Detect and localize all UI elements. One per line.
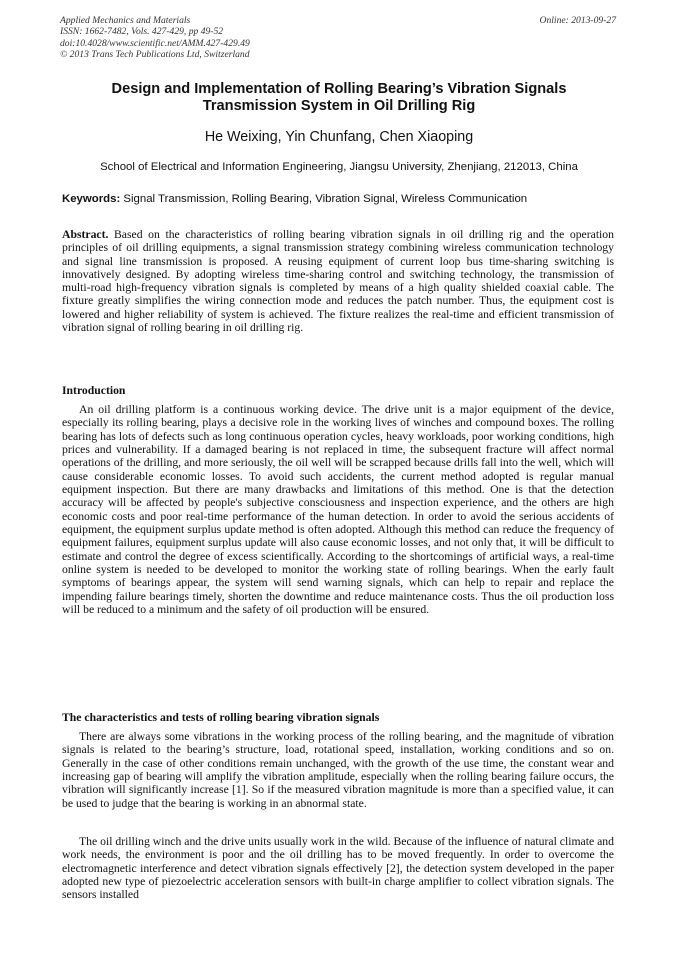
- copyright-line: © 2013 Trans Tech Publications Ltd, Switzerland: [60, 49, 250, 61]
- journal-name: Applied Mechanics and Materials: [60, 15, 191, 26]
- abstract-text: Based on the characteristics of rolling bearing vibration signals in oil drilling rig and the operation principles of oil drilling equipments, a signal transmission strategy combining wireless communication technology and signal line transmission is proposed. A reusing equipment of current loop bus time-sharing switching is innovatively designed. By adopting wireless time-sharing control and switching technology, the transmission of multi-road high-frequency vibration signals is completed by means of a high quality shielded coaxial cable. The fixture greatly simplifies the wiring connection mode and reduces the patch number. Thus, the equipment cost is lowered and higher reliability of system is achieved. The fixture realizes the real-time and efficient transmission of vibration signal of rolling bearing in oil drilling rig.: [62, 228, 614, 334]
- online-date: Online: 2013-09-27: [539, 15, 616, 26]
- title-line-2: Transmission System in Oil Drilling Rig: [202, 98, 476, 114]
- author-list: He Weixing, Yin Chunfang, Chen Xiaoping: [204, 129, 474, 145]
- keywords-line: [62, 193, 618, 205]
- section-heading-characteristics: The characteristics and tests of rolling bearing vibration signals: [62, 711, 380, 724]
- keywords-label: Keywords:: [62, 193, 121, 205]
- characteristics-paragraph-2: The oil drilling winch and the drive units usually work in the wild. Because of the influence of natural climate and work needs, the environment is poor and the oil drilling has to be moved frequently. In order to overcome the electromagnetic interference and detect vibration signals effectively [2], the detection system developed in the paper adopted new type of piezoelectric acceleration sensors with built-in charge amplifier to collect vibration signals. The sensors installed: [62, 835, 614, 902]
- abstract: [62, 228, 614, 334]
- issn-line: ISSN: 1662-7482, Vols. 427-429, pp 49-52: [60, 26, 224, 38]
- paper-title: [60, 81, 618, 115]
- characteristics-paragraph-1: There are always some vibrations in the working process of the rolling bearing, and the magnitude of vibration signals is related to the bearing’s structure, load, rotational speed, installation, working conditions and so on. Generally in the case of other conditions remain unchanged, with the growth of the use time, the constant wear and increasing gap of bearing will amplify the vibration amplitude, especially when the rolling bearing failure occurs, the vibration will significantly increase [1]. So if the measured vibration magnitude is more than a specified value, it can be used to judge that the bearing is working in an abnormal state.: [62, 730, 614, 810]
- doi-line: doi:10.4028/www.scientific.net/AMM.427-429.49: [60, 37, 250, 49]
- abstract-label: Abstract.: [62, 228, 109, 241]
- title-line-1: Design and Implementation of Rolling Bearing’s Vibration Signals: [111, 81, 567, 97]
- publication-header: [60, 15, 616, 61]
- section-heading-introduction: Introduction: [62, 384, 126, 397]
- introduction-paragraph: An oil drilling platform is a continuous working device. The drive unit is a major equipment of the device, especially its rolling bearing, plays a decisive role in the working lives of winches and compound boxes. The rolling bearing has lots of defects such as long continuous operation cycles, heavy workloads, poor working conditions, high prices and vulnerability. If a damaged bearing is not replaced in time, the subsequent fracture will affect normal operations of the drilling, and more seriously, the oil well will be scrapped because drills fall into the well, which will cause considerable economic losses. To avoid such accidents, the current method adopted is regular manual equipment inspection. But there are many drawbacks and limitations of this method. One is that the detection accuracy will be affected by people's subjective consciousness and inspection experience, and the others are high economic costs and poor real-time performance of the human detection. In order to avoid the serious accidents of equipment, the equipment surplus update method is often adopted. Although this method can reduce the frequency of equipment failures, equipment surplus update will also cause economic losses, and not only that, it will be difficult to estimate and control the degree of excess scientifically. According to the shortcomings of artificial ways, a real-time online system is needed to be developed to monitor the working state of rolling bearings. When the early fault symptoms of bearings appear, the system will send warning signals, which can help to repair and replace the impending failure bearings timely, shorten the downtime and reduce maintenance costs. Thus the oil production loss will be reduced to a minimum and the safety of oil production will be ensured.: [62, 403, 614, 617]
- keywords-text: Signal Transmission, Rolling Bearing, Vibration Signal, Wireless Communication: [123, 193, 528, 205]
- affiliation: School of Electrical and Information Engineering, Jiangsu University, Zhenjiang, 212013, China: [100, 161, 578, 173]
